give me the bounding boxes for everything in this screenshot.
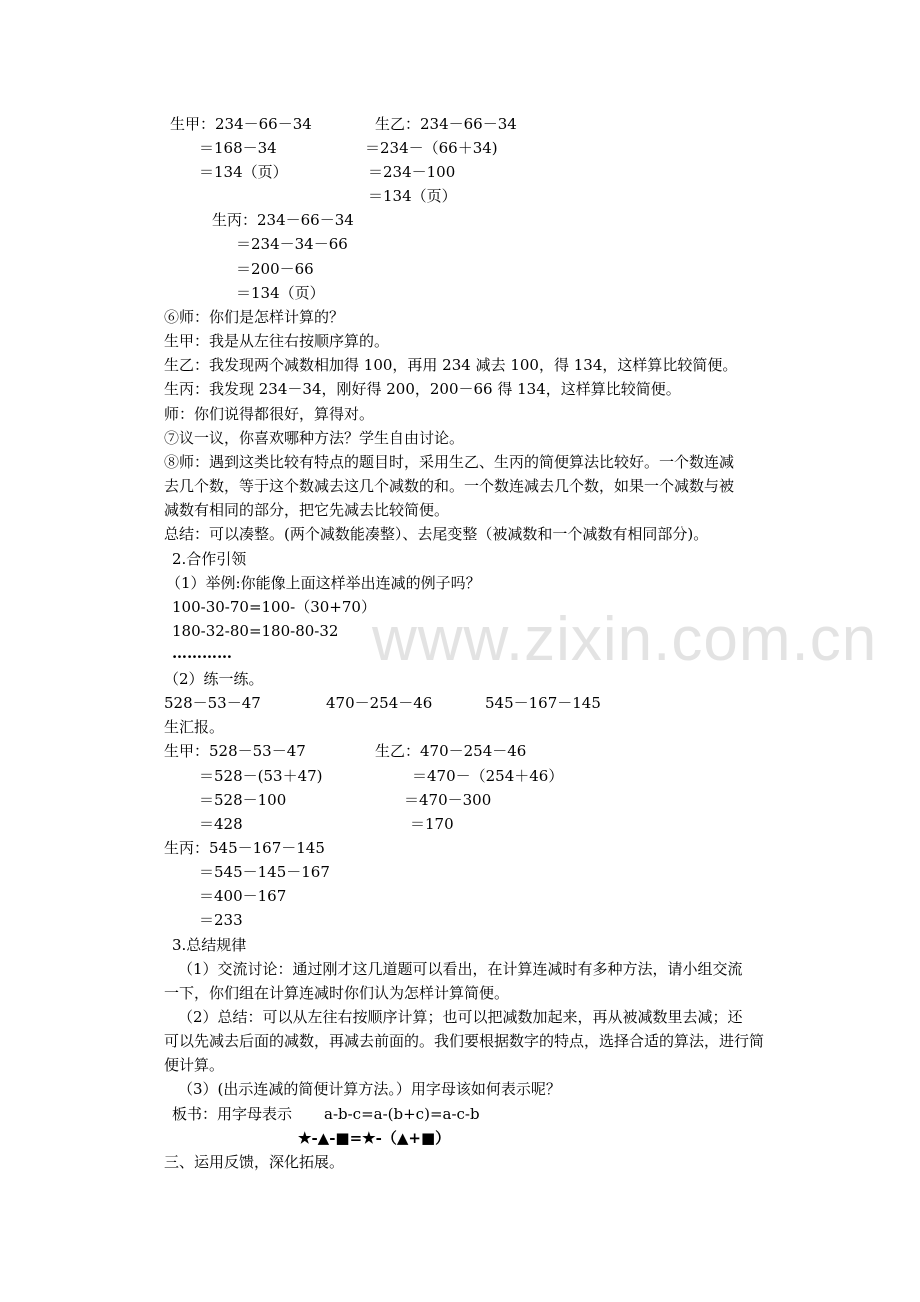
calc2-bing-line-4: ＝233 bbox=[199, 911, 243, 929]
report-label: 生汇报。 bbox=[164, 718, 225, 736]
calc2-bing-line-3: ＝400－167 bbox=[199, 887, 287, 905]
watermark: www.zixin.com.cn bbox=[372, 605, 878, 674]
section3-line: （2）总结：可以从左往右按顺序计算；也可以把减数加起来，再从被减数里去减；还 bbox=[178, 1008, 743, 1026]
discussion-line: ⑥师：你们是怎样计算的？ bbox=[164, 308, 345, 326]
calc1-bing-line-2: ＝234－34－66 bbox=[236, 235, 348, 253]
calc2-yi-line-1: 生乙：470－254－46 bbox=[375, 742, 527, 760]
section3-heading: 3.总结规律 bbox=[172, 936, 247, 954]
calc1-yi-line-1: 生乙：234－66－34 bbox=[375, 115, 517, 133]
calc2-jia-line-2: ＝528－(53＋47) bbox=[199, 767, 323, 785]
practice-item: 545－167－145 bbox=[485, 694, 601, 712]
calc1-bing-line-3: ＝200－66 bbox=[236, 260, 314, 278]
practice-title: （2）练一练。 bbox=[164, 670, 264, 688]
section-three-heading: 三、运用反馈，深化拓展。 bbox=[164, 1153, 345, 1171]
board-formula: a-b-c=a-(b+c)=a-c-b bbox=[324, 1105, 480, 1123]
section3-line: （3）(出示连减的简便计算方法。）用字母该如何表示呢？ bbox=[178, 1080, 561, 1098]
board-label: 板书：用字母表示 bbox=[172, 1105, 293, 1123]
calc2-jia-line-1: 生甲：528－53－47 bbox=[164, 742, 306, 760]
calc1-bing-line-4: ＝134（页） bbox=[236, 284, 325, 302]
discussion-line: ⑦议一议，你喜欢哪种方法？学生自由讨论。 bbox=[164, 429, 465, 447]
discussion-line: 减数有相同的部分，把它先减去比较简便。 bbox=[164, 501, 450, 519]
calc2-yi-line-2: ＝470－（254＋46） bbox=[412, 767, 564, 785]
calc1-jia-line-3: ＝134（页） bbox=[199, 163, 288, 181]
calc2-bing-line-1: 生丙：545－167－145 bbox=[164, 839, 325, 857]
example-title: （1）举例:你能像上面这样举出连减的例子吗？ bbox=[166, 574, 481, 592]
section2-heading: 2.合作引领 bbox=[172, 550, 247, 568]
calc2-yi-line-4: ＝170 bbox=[410, 815, 454, 833]
calc1-yi-line-3: ＝234－100 bbox=[368, 163, 456, 181]
section3-line: 可以先减去后面的减数，再减去前面的。我们要根据数字的特点，选择合适的算法，进行简 bbox=[164, 1032, 765, 1050]
discussion-line: 生丙：我发现 234－34，刚好得 200，200－66 得 134，这样算比较简便。 bbox=[164, 380, 681, 398]
discussion-line: ⑧师：遇到这类比较有特点的题目时，采用生乙、生丙的简便算法比较好。一个数连减 bbox=[164, 453, 735, 471]
practice-item: 470－254－46 bbox=[326, 694, 433, 712]
calc1-jia-line-1: 生甲：234－66－34 bbox=[170, 115, 312, 133]
calc1-jia-line-2: ＝168－34 bbox=[199, 139, 277, 157]
calc1-yi-line-4: ＝134（页） bbox=[368, 187, 457, 205]
calc2-jia-line-4: ＝428 bbox=[199, 815, 243, 833]
ellipsis: ………… bbox=[172, 644, 232, 662]
calc2-jia-line-3: ＝528－100 bbox=[199, 791, 287, 809]
calc2-bing-line-2: ＝545－145－167 bbox=[199, 863, 330, 881]
discussion-line: 生甲：我是从左往右按顺序算的。 bbox=[164, 332, 390, 350]
calc1-yi-line-2: ＝234－（66＋34) bbox=[365, 139, 498, 157]
discussion-line: 去几个数，等于这个数减去这几个减数的和。一个数连减去几个数，如果一个减数与被 bbox=[164, 477, 735, 495]
discussion-line: 生乙：我发现两个减数相加得 100，再用 234 减去 100，得 134，这样算比较简便。 bbox=[164, 356, 738, 374]
section3-line: （1）交流讨论：通过刚才这几道题可以看出，在计算连减时有多种方法，请小组交流 bbox=[178, 960, 743, 978]
discussion-line: 师：你们说得都很好，算得对。 bbox=[164, 405, 375, 423]
practice-item: 528－53－47 bbox=[164, 694, 261, 712]
calc1-bing-line-1: 生丙：234－66－34 bbox=[212, 211, 354, 229]
section3-line: 一下，你们组在计算连减时你们认为怎样计算简便。 bbox=[164, 984, 510, 1002]
example-line: 100-30-70=100-（30+70） bbox=[172, 598, 376, 616]
calc2-yi-line-3: ＝470－300 bbox=[404, 791, 492, 809]
symbol-formula: ★-▲-■=★-（▲+■） bbox=[298, 1129, 451, 1147]
summary-line: 总结：可以凑整。(两个减数能凑整）、去尾变整（被减数和一个减数有相同部分)。 bbox=[164, 525, 709, 543]
section3-line: 便计算。 bbox=[164, 1056, 225, 1074]
example-line: 180-32-80=180-80-32 bbox=[172, 622, 339, 640]
